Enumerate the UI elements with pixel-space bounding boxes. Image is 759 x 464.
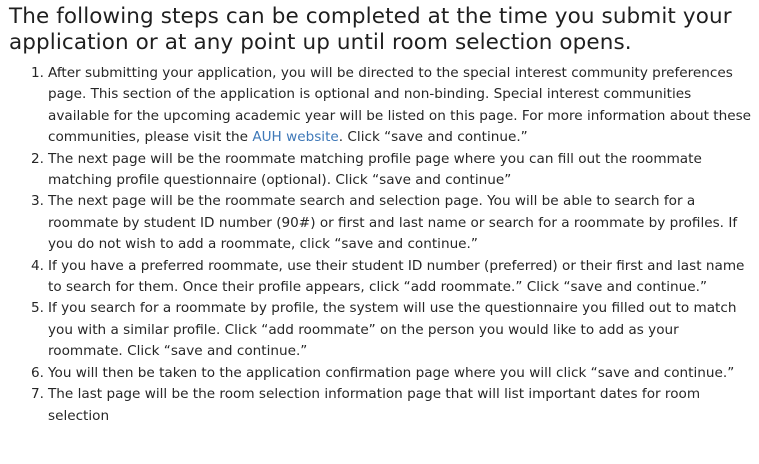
step-text-continued: . Click “save and continue.” [338, 129, 528, 146]
step-item-1 [31, 63, 753, 149]
step-item-7 [31, 384, 753, 427]
step-item-4 [31, 256, 753, 299]
step-text: If you have a preferred roommate, use their student ID number (preferred) or their first and last name to search for them. Once their profile appears, click “add roommate.” Click “save and continue.” [48, 257, 745, 296]
step-number: 6. [31, 364, 44, 381]
step-text: You will then be taken to the application confirmation page where you will click “save and continue.” [48, 364, 735, 381]
step-item-6 [31, 363, 753, 384]
page-heading: The following steps can be completed at the time you submit your application or at any point up until room selection opens. [9, 4, 732, 55]
step-item-5 [31, 298, 753, 362]
step-text: The last page will be the room selection information page that will list important dates for room selection [48, 386, 701, 424]
step-number: 2. [31, 150, 44, 167]
page-content [9, 4, 753, 427]
step-number: 7. [31, 386, 44, 403]
step-number: 1. [31, 65, 44, 81]
step-text: The next page will be the roommate search and selection page. You will be able to search for a roommate by student ID number (90#) or first and last name or search for a roommate by profiles. If you do not wish to add a roommate, click “save and continue.” [48, 193, 738, 253]
steps-list [9, 63, 753, 427]
step-text: The next page will be the roommate matching profile page where you can fill out the roommate matching profile questionnaire (optional). Click “save and continue” [48, 150, 702, 189]
step-number: 4. [31, 257, 44, 274]
step-number: 3. [31, 193, 44, 210]
step-text: After submitting your application, you will be directed to the special interest community preferences page. This section of the application is optional and non-binding. Special interest communities available for the upcoming academic year will be listed on this page. For more information about these communities, please visit the [48, 65, 752, 146]
auh-website-link[interactable]: AUH website [252, 129, 339, 146]
step-item-2 [31, 149, 753, 192]
step-text: If you search for a roommate by profile, the system will use the questionnaire you filled out to match you with a similar profile. Click “add roommate” on the person you would like to add as your roommate. Click “save and continue.” [48, 300, 737, 360]
step-item-3 [31, 191, 753, 255]
step-number: 5. [31, 300, 44, 317]
